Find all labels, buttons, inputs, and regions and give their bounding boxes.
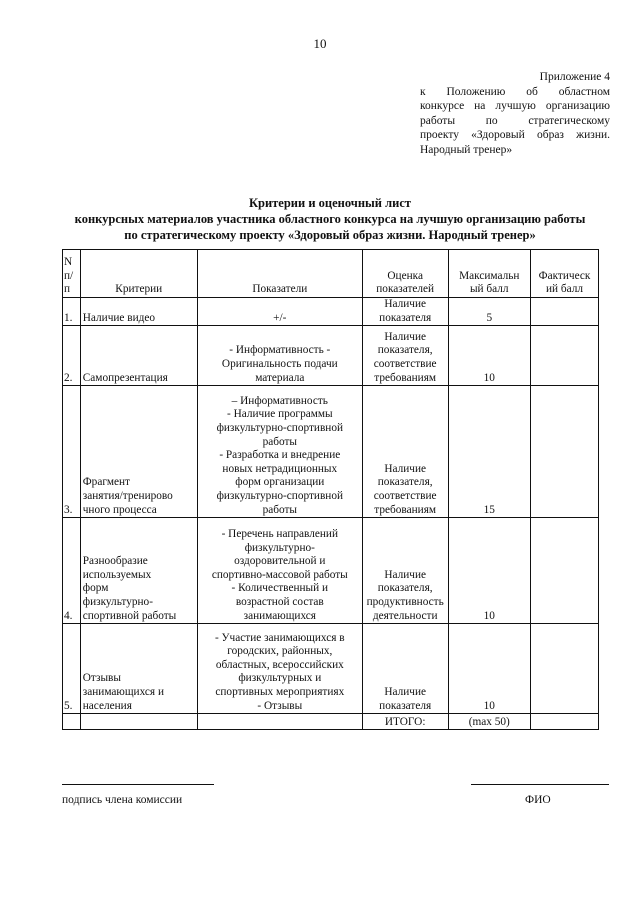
signature-line-left (62, 784, 214, 785)
row-evaluation-line: Наличие (384, 298, 427, 310)
row-indicators-line: - Наличие программы (226, 408, 333, 421)
row-criteria-line: Фрагмент (82, 476, 130, 489)
header-num-line: п (64, 283, 71, 296)
heading-line-2: конкурсных материалов участника областного конкурса на лучшую организацию работы (74, 212, 586, 226)
row-indicators-line: - Количественный и (231, 582, 329, 595)
row-evaluation-line: требованиям (374, 371, 437, 384)
row-evaluation-line: соответствие (373, 490, 437, 502)
appendix-line: Народный тренер» (420, 143, 513, 156)
row-criteria-line: Самопрезентация (82, 371, 168, 384)
row-indicators-line: работы (262, 503, 298, 516)
row-indicators-line: оздоровительной и (234, 555, 326, 568)
row-indicators-line: материала (255, 371, 305, 384)
row-evaluation-line: показателя, (377, 344, 433, 357)
appendix-title: Приложение 4 (539, 71, 610, 83)
row-indicators-line: - Перечень направлений (221, 528, 339, 541)
row-max-score: 5 (448, 298, 531, 326)
row-indicators-line: физкультурных и (238, 672, 322, 685)
row-indicators (197, 386, 362, 518)
row-criteria (80, 326, 197, 386)
row-indicators-line: физкультурно-спортивной (216, 490, 344, 502)
row-indicators (197, 298, 362, 326)
row-evaluation-line: показателя (379, 311, 432, 324)
row-num: 4. (63, 518, 81, 624)
row-max-score: 10 (448, 518, 531, 624)
row-criteria-line: чного процесса (82, 503, 157, 516)
table-total-row (63, 714, 599, 730)
row-indicators-line: форм организации (235, 476, 325, 489)
row-criteria-line: спортивной работы (82, 609, 177, 622)
signature-label-fio: ФИО (525, 794, 551, 806)
table-row (63, 518, 599, 624)
table-header-row (63, 250, 599, 298)
row-indicators-line: спортивно-массовой работы (211, 568, 348, 581)
total-actual-score (531, 714, 599, 730)
row-num: 2. (63, 326, 81, 386)
row-criteria-line: Разнообразие (82, 555, 148, 568)
row-evaluation-line: Наличие (384, 330, 427, 343)
row-indicators-line: занимающихся (243, 609, 316, 622)
row-indicators-line: работы (262, 435, 298, 448)
row-criteria-line: физкультурно- (82, 596, 153, 608)
row-indicators-line: – Информативность (231, 394, 328, 407)
row-evaluation-line: показателя, (377, 476, 433, 489)
row-evaluation-line: деятельности (372, 609, 438, 622)
row-actual-score (531, 386, 599, 518)
appendix-line: к Положению об областном (420, 85, 610, 98)
row-evaluation-line: Наличие (384, 462, 427, 475)
header-num-line: N (64, 256, 73, 269)
row-indicators-line: новых нетрадиционных (222, 462, 338, 475)
header-criteria: Критерии (80, 250, 197, 298)
row-evaluation (362, 624, 448, 714)
header-evaluation (362, 250, 448, 298)
row-indicators-line: - Участие занимающихся в (214, 631, 345, 644)
header-max-line: ый балл (469, 283, 509, 296)
row-criteria-line: занимающихся и (82, 686, 164, 698)
row-indicators (197, 518, 362, 624)
heading-line-3: по стратегическому проекту «Здоровый образ жизни. Народный тренер» (124, 228, 536, 242)
criteria-table (62, 249, 599, 730)
table-row (63, 386, 599, 518)
header-evaluation-line: показателей (376, 283, 435, 296)
row-criteria-line: Наличие видео (82, 311, 156, 324)
row-evaluation-line: показателя (379, 699, 432, 712)
total-label: ИТОГО: (362, 714, 448, 730)
row-indicators (197, 326, 362, 386)
row-indicators-line: физкультурно-спортивной (216, 422, 344, 435)
row-actual-score (531, 298, 599, 326)
row-evaluation-line: Наличие (384, 686, 427, 698)
row-actual-score (531, 624, 599, 714)
row-evaluation (362, 298, 448, 326)
row-actual-score (531, 518, 599, 624)
table-row (63, 624, 599, 714)
row-indicators-line: областных, всероссийских (215, 658, 344, 671)
row-indicators-line: возрастной состав (235, 596, 324, 608)
total-empty-criteria (80, 714, 197, 730)
appendix-line: работы по стратегическому (420, 114, 610, 127)
page-number: 10 (313, 36, 327, 51)
row-criteria-line: используемых (82, 568, 152, 581)
row-indicators (197, 624, 362, 714)
signature-label-member: подпись члена комиссии (62, 794, 183, 806)
row-max-score: 15 (448, 386, 531, 518)
row-indicators-line: физкультурно- (244, 541, 315, 554)
row-criteria (80, 518, 197, 624)
table-row (63, 298, 599, 326)
header-max-score (448, 250, 531, 298)
total-empty-indicators (197, 714, 362, 730)
row-num: 5. (63, 624, 81, 714)
total-empty-num (63, 714, 81, 730)
row-criteria (80, 298, 197, 326)
row-criteria-line: занятия/тренирово (82, 490, 173, 502)
row-evaluation-line: Наличие (384, 568, 427, 581)
row-indicators-line: - Разработка и внедрение (219, 449, 341, 462)
header-actual-score (531, 250, 599, 298)
total-max-score: (max 50) (448, 714, 531, 730)
row-criteria-line: Отзывы (82, 672, 121, 685)
row-evaluation-line: соответствие (373, 358, 437, 370)
row-indicators-line: Оригинальность подачи (221, 358, 338, 370)
document-heading (40, 195, 620, 243)
row-evaluation (362, 518, 448, 624)
header-evaluation-line: Оценка (387, 269, 423, 282)
row-indicators-line: городских, районных, (227, 645, 333, 658)
row-criteria-line: форм (82, 582, 109, 595)
header-indicators: Показатели (197, 250, 362, 298)
header-num-line: п/ (64, 269, 74, 282)
appendix-line: конкурсе на лучшую организацию (420, 100, 610, 113)
row-criteria-line: населения (82, 699, 132, 712)
row-indicators-line: спортивных мероприятиях (215, 686, 345, 698)
row-max-score: 10 (448, 326, 531, 386)
row-indicators-line: +/- (273, 311, 287, 324)
row-evaluation (362, 326, 448, 386)
header-max-line: Максимальн (459, 269, 520, 282)
row-indicators-line: - Отзывы (257, 699, 303, 712)
row-criteria (80, 386, 197, 518)
row-evaluation-line: продуктивность (366, 596, 444, 608)
header-actual-line: ий балл (545, 283, 584, 296)
row-evaluation-line: требованиям (374, 503, 437, 516)
signature-line-right (471, 784, 609, 785)
row-max-score: 10 (448, 624, 531, 714)
appendix-block (420, 70, 610, 158)
table-row (63, 326, 599, 386)
header-num (63, 250, 81, 298)
row-num: 3. (63, 386, 81, 518)
heading-line-1: Критерии и оценочный лист (248, 196, 412, 210)
row-indicators-line: - Информативность - (229, 344, 331, 357)
row-criteria (80, 624, 197, 714)
row-evaluation-line: показателя, (377, 582, 433, 595)
row-num: 1. (63, 298, 81, 326)
header-actual-line: Фактическ (538, 269, 591, 282)
row-actual-score (531, 326, 599, 386)
appendix-line: проекту «Здоровый образ жизни. (420, 129, 610, 142)
row-evaluation (362, 386, 448, 518)
